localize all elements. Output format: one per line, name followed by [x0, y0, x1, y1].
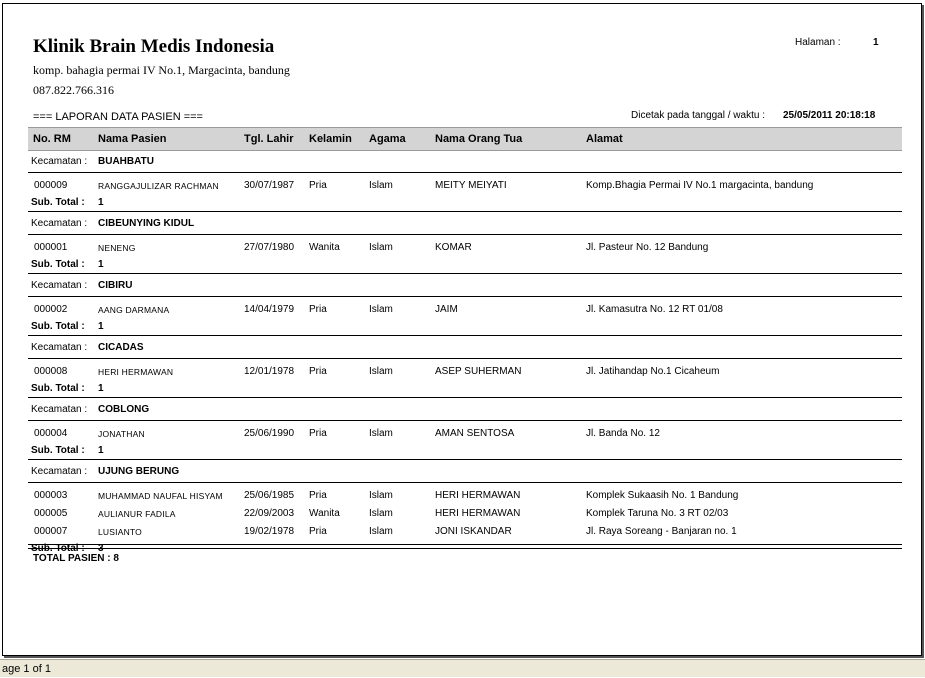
kecamatan-name: BUAHBATU — [98, 156, 154, 167]
patient-row — [28, 423, 902, 441]
kecamatan-header — [28, 212, 902, 235]
cell-nama: JONATHAN — [98, 429, 145, 439]
cell-alamat: Jl. Raya Soreang - Banjaran no. 1 — [586, 526, 737, 537]
cell-agama: Islam — [369, 304, 393, 315]
patient-row — [28, 521, 902, 539]
cell-tgl: 25/06/1990 — [244, 428, 295, 439]
column-header-alamat: Alamat — [586, 133, 623, 145]
cell-tgl: 22/09/2003 — [244, 508, 295, 519]
cell-kelamin: Pria — [309, 428, 327, 439]
total-divider — [28, 544, 902, 549]
kecamatan-group — [28, 336, 902, 398]
cell-ortu: HERI HERMAWAN — [435, 490, 521, 501]
subtotal-row — [28, 255, 902, 274]
cell-nama: AANG DARMANA — [98, 305, 170, 315]
cell-nama: NENENG — [98, 243, 136, 253]
kecamatan-name: COBLONG — [98, 404, 150, 415]
patient-row — [28, 485, 902, 503]
kecamatan-name: CIBIRU — [98, 280, 133, 291]
page-number-label: Halaman : — [795, 37, 841, 48]
cell-agama: Islam — [369, 366, 393, 377]
cell-ortu: KOMAR — [435, 242, 472, 253]
cell-agama: Islam — [369, 508, 393, 519]
cell-nama: AULIANUR FADILA — [98, 509, 176, 519]
cell-ortu: JONI ISKANDAR — [435, 526, 512, 537]
column-header-agama: Agama — [369, 133, 406, 145]
kecamatan-group — [28, 398, 902, 460]
status-page-text: age 1 of 1 — [2, 663, 51, 675]
cell-tgl: 25/06/1985 — [244, 490, 295, 501]
kecamatan-group — [28, 212, 902, 274]
cell-ortu: AMAN SENTOSA — [435, 428, 515, 439]
cell-kelamin: Pria — [309, 304, 327, 315]
cell-alamat: Komplek Taruna No. 3 RT 02/03 — [586, 508, 729, 519]
kecamatan-label: Kecamatan : — [31, 342, 88, 353]
cell-rm: 000009 — [34, 180, 68, 191]
cell-agama: Islam — [369, 526, 393, 537]
cell-rm: 000007 — [34, 526, 68, 537]
cell-alamat: Komp.Bhagia Permai IV No.1 margacinta, bandung — [586, 180, 814, 191]
cell-ortu: MEITY MEIYATI — [435, 180, 507, 191]
status-bar — [0, 659, 925, 677]
kecamatan-header — [28, 274, 902, 297]
column-header-kelamin: Kelamin — [309, 133, 352, 145]
kecamatan-header — [28, 460, 902, 483]
patient-row — [28, 503, 902, 521]
patient-row — [28, 299, 902, 317]
cell-rm: 000003 — [34, 490, 68, 501]
subtotal-row — [28, 379, 902, 398]
cell-nama: RANGGAJULIZAR RACHMAN — [98, 181, 219, 191]
cell-rm: 000008 — [34, 366, 68, 377]
cell-kelamin: Pria — [309, 180, 327, 191]
cell-agama: Islam — [369, 490, 393, 501]
cell-nama: LUSIANTO — [98, 527, 142, 537]
cell-tgl: 19/02/1978 — [244, 526, 295, 537]
subtotal-value: 1 — [98, 445, 104, 456]
kecamatan-label: Kecamatan : — [31, 404, 88, 415]
cell-rm: 000001 — [34, 242, 68, 253]
cell-nama: HERI HERMAWAN — [98, 367, 174, 377]
kecamatan-label: Kecamatan : — [31, 156, 88, 167]
cell-kelamin: Pria — [309, 526, 327, 537]
clinic-address: komp. bahagia permai IV No.1, Margacinta, bandung — [33, 63, 290, 77]
kecamatan-group — [28, 150, 902, 212]
report-page — [2, 3, 922, 656]
cell-rm: 000005 — [34, 508, 68, 519]
total-value: 8 — [113, 553, 119, 564]
kecamatan-header — [28, 398, 902, 421]
kecamatan-header — [28, 336, 902, 359]
subtotal-value: 1 — [98, 259, 104, 270]
subtotal-value: 3 — [98, 543, 104, 554]
cell-rm: 000004 — [34, 428, 68, 439]
patient-row — [28, 175, 902, 193]
cell-tgl: 27/07/1980 — [244, 242, 295, 253]
cell-tgl: 30/07/1987 — [244, 180, 295, 191]
patient-groups — [28, 150, 902, 557]
cell-agama: Islam — [369, 428, 393, 439]
subtotal-row — [28, 317, 902, 336]
kecamatan-label: Kecamatan : — [31, 280, 88, 291]
clinic-phone: 087.822.766.316 — [33, 83, 114, 97]
table-header — [28, 127, 902, 151]
kecamatan-name: CIBEUNYING KIDUL — [98, 218, 195, 229]
subtotal-value: 1 — [98, 197, 104, 208]
subtotal-label: Sub. Total : — [31, 321, 85, 332]
cell-kelamin: Wanita — [309, 242, 340, 253]
page-number-value: 1 — [873, 37, 879, 48]
total-label: TOTAL PASIEN : — [33, 553, 111, 564]
subtotal-row — [28, 193, 902, 212]
subtotal-label: Sub. Total : — [31, 197, 85, 208]
cell-agama: Islam — [369, 242, 393, 253]
cell-tgl: 14/04/1979 — [244, 304, 295, 315]
cell-kelamin: Wanita — [309, 508, 340, 519]
patient-row — [28, 361, 902, 379]
subtotal-label: Sub. Total : — [31, 543, 85, 554]
column-header-nama: Nama Pasien — [98, 133, 167, 145]
column-header-rm: No. RM — [33, 133, 71, 145]
total-patients — [33, 553, 119, 564]
cell-alamat: Komplek Sukaasih No. 1 Bandung — [586, 490, 739, 501]
cell-alamat: Jl. Jatihandap No.1 Cicaheum — [586, 366, 720, 377]
subtotal-label: Sub. Total : — [31, 445, 85, 456]
subtotal-value: 1 — [98, 321, 104, 332]
kecamatan-label: Kecamatan : — [31, 466, 88, 477]
subtotal-label: Sub. Total : — [31, 259, 85, 270]
kecamatan-name: CICADAS — [98, 342, 144, 353]
cell-ortu: JAIM — [435, 304, 458, 315]
cell-nama: MUHAMMAD NAUFAL HISYAM — [98, 491, 223, 501]
column-header-ortu: Nama Orang Tua — [435, 133, 523, 145]
clinic-name: Klinik Brain Medis Indonesia — [33, 36, 275, 57]
cell-kelamin: Pria — [309, 366, 327, 377]
report-title: === LAPORAN DATA PASIEN === — [33, 111, 203, 123]
kecamatan-name: UJUNG BERUNG — [98, 466, 180, 477]
cell-ortu: ASEP SUHERMAN — [435, 366, 522, 377]
subtotal-row — [28, 441, 902, 460]
cell-alamat: Jl. Banda No. 12 — [586, 428, 660, 439]
printed-date-label: Dicetak pada tanggal / waktu : — [631, 110, 765, 121]
cell-ortu: HERI HERMAWAN — [435, 508, 521, 519]
kecamatan-group — [28, 460, 902, 557]
cell-tgl: 12/01/1978 — [244, 366, 295, 377]
kecamatan-group — [28, 274, 902, 336]
printed-date-value: 25/05/2011 20:18:18 — [783, 110, 876, 121]
cell-rm: 000002 — [34, 304, 68, 315]
cell-alamat: Jl. Pasteur No. 12 Bandung — [586, 242, 709, 253]
subtotal-label: Sub. Total : — [31, 383, 85, 394]
kecamatan-label: Kecamatan : — [31, 218, 88, 229]
kecamatan-header — [28, 150, 902, 173]
cell-kelamin: Pria — [309, 490, 327, 501]
patient-row — [28, 237, 902, 255]
cell-agama: Islam — [369, 180, 393, 191]
column-header-tgl: Tgl. Lahir — [244, 133, 294, 145]
subtotal-value: 1 — [98, 383, 104, 394]
cell-alamat: Jl. Kamasutra No. 12 RT 01/08 — [586, 304, 723, 315]
